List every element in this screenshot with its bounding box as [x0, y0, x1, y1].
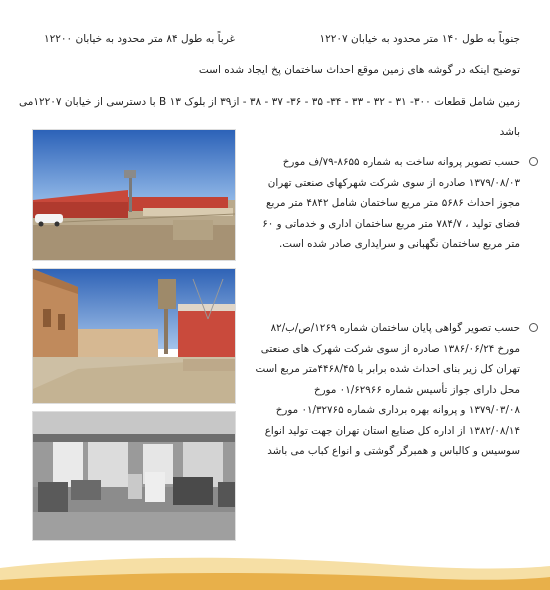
bullet-building-permit: [262, 152, 520, 255]
bullet-line: فضای تولید ، ۷۸۴/۷ متر مربع ساختمان اداری و خدماتی و ۶۰: [262, 217, 520, 230]
description-text: توضیح اینکه در گوشه های زمین موقع احداث ساختمان پخ ایجاد شده است: [198, 64, 520, 76]
bullet-line: محل دارای جواز تأسیس شماره ۰۱/۶۲۹۶۶ مورخ: [313, 383, 520, 396]
bullet-line: متر مربع ساختمان نگهبانی و سرایداری صادر شده است.: [279, 238, 520, 250]
bullet-line: مجوز احداث ۵۶۸۶ متر مربع ساختمان شامل ۴۸۴۲ متر مربع: [265, 197, 520, 209]
bullet-line: مورخ ۱۳۸۶/۰۶/۲۴ صادره از سوی شرکت شهرک های صنعتی: [260, 342, 520, 355]
bullet-line: [270, 318, 520, 339]
factory-exterior-photo: [32, 129, 236, 261]
bullet-text: حسب تصویر پروانه ساخت به شماره ۸۶۵۵-۷۹/ف مورخ: [282, 156, 520, 168]
bullet-text: حسب تصویر گواهی پایان ساختمان شماره ۱۲۶۹/ص/ب/۸۲: [270, 322, 520, 334]
bullet-line: ۱۳۷۹/۰۳/۰۸ و پروانه بهره برداری شماره ۰۱/۳۲۷۶۵ مورخ: [275, 404, 520, 416]
plots-text-line2: باشد: [499, 126, 520, 138]
plots-text-line1: زمین شامل قطعات ۳۰۰- ۳۱ - ۳۲ - ۳۳ - ۳۴- ۳۵ - ۳۶- ۳۷ - ۳۸ - از۳۹ از بلوک B ۱۳ با دسترسی از خیابان ۱۲۲۰۷می: [18, 96, 520, 108]
footer-wave-decoration: [0, 550, 550, 590]
south-boundary-text: جنوباً به طول ۱۴۰ متر محدود به خیابان ۱۲۲۰۷: [319, 33, 520, 45]
production-hall-photo: [32, 411, 236, 541]
west-boundary-text: غرباً به طول ۸۴ متر محدود به خیابان ۱۲۲۰۰: [43, 33, 235, 45]
bullet-line: تهران کل زیر بنای احداث شده برابر با ۴۴۶۸/۴۵متر مربع است: [255, 363, 520, 375]
courtyard-photo: [32, 268, 236, 404]
bullet-circle-icon: [529, 157, 538, 166]
bullet-line: [280, 152, 520, 173]
bullet-line: سوسیس و کالباس و همبرگر گوشتی و انواع کباب می باشد: [267, 445, 520, 457]
bullet-line: ۱۳۷۹/۰۸/۰۳ صادره از سوی شرکت شهرکهای صنعتی تهران: [267, 176, 520, 189]
bullet-circle-icon: [529, 323, 538, 332]
bullet-line: ۱۳۸۲/۰۸/۱۴ از اداره کل صنایع استان تهران جهت تولید انواع: [264, 424, 520, 437]
bullet-completion-certificate: [255, 318, 520, 462]
